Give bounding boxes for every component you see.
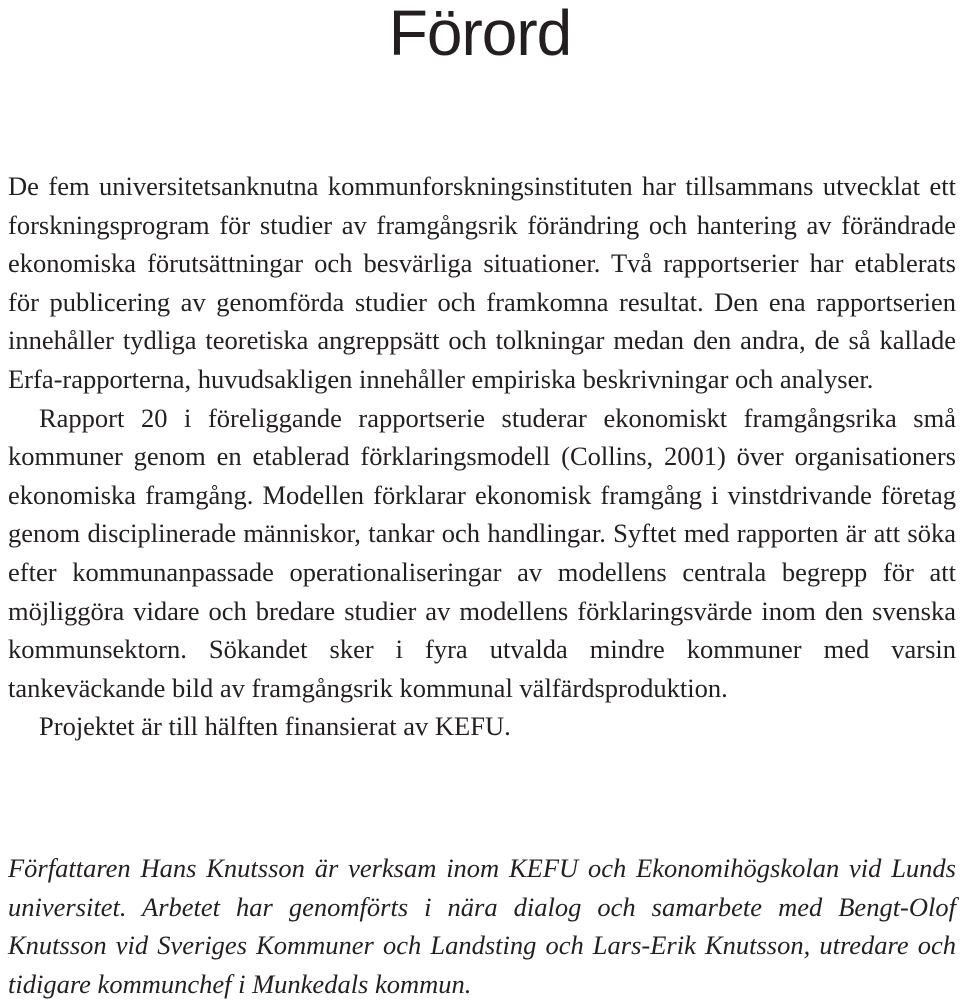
paragraph-intro: De fem universitetsanknutna kommunforskningsinstituten har tillsammans utvecklat ett forskningsprogram för studier av framgångsrik förändring och hantering av förändrade ekonomiska förutsättningar och besvärliga situationer. Två rapportserier har etablerats för publicering av genomförda studier och framkomna resultat. Den ena rapportserien innehåller tydliga teoretiska angreppsätt och tolkningar medan den andra, de så kallade Erfa-rapporterna, huvudsakligen innehåller empiriska beskrivningar och analyser. <box>8 171 956 394</box>
paragraph-funding: Projektet är till hälften finansierat av KEFU. <box>39 711 511 742</box>
page-title: Förord <box>388 0 572 69</box>
paragraph-report-description: Rapport 20 i föreliggande rapportserie studerar ekonomiskt framgångsrika små kommuner genom en etablerad förklaringsmodell (Collins, 2001) över organisationers ekonomiska framgång. Modellen förklarar ekonomisk framgång i vinstdrivande företag genom disciplinerade människor, tankar och handlingar. Syftet med rapporten är att söka efter kommunanpassade operationaliseringar av modellens centrala begrepp för att möjliggöra vidare och bredare studier av modellens förklaringsvärde inom den svenska kommunsektorn. Sökandet sker i fyra utvalda mindre kommuner med varsin tankeväckande bild av framgångsrik kommunal välfärdsproduktion. <box>8 402 956 703</box>
author-note: Författaren Hans Knutsson är verksam inom KEFU och Ekonomihögskolan vid Lunds universitet. Arbetet har genomförts i nära dialog och samarbete med Bengt-Olof Knutsson vid Sveriges Kommuner och Landsting och Lars-Erik Knutsson, utredare och tidigare kommunchef i Munkedals kommun. <box>8 853 956 999</box>
foreword-body <box>8 167 956 746</box>
